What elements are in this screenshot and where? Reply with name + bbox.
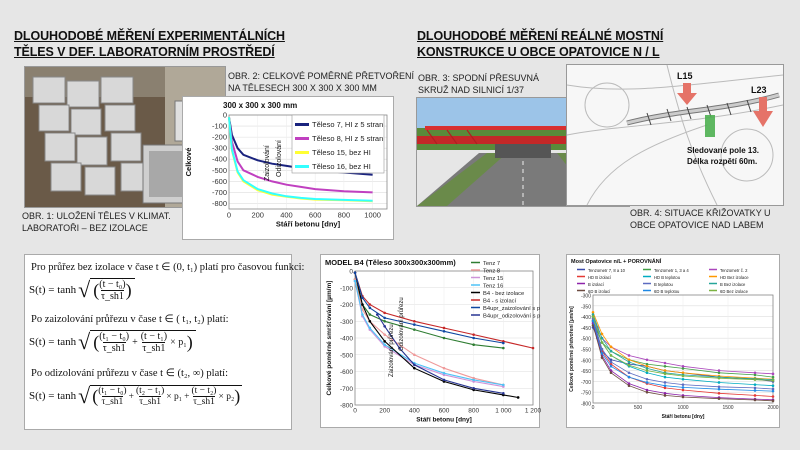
chart3-svg xyxy=(567,255,779,427)
y-tick-label: -400 xyxy=(580,315,591,322)
data-point xyxy=(628,361,631,364)
formula-intro-2: Po zaizolování průřezu v čase t ∈ ( t₁, t₂) platí: xyxy=(31,314,229,325)
legend-label: 6D B izolací xyxy=(588,289,611,294)
data-point xyxy=(610,361,613,364)
caption-obr3-line2: SKRUŽ NAD SILNICÍ 1/37 xyxy=(418,85,525,95)
legend-label: B4upr_odizolování s p xyxy=(483,313,541,320)
legend-label: Těleso 8, HI z 5 stran xyxy=(312,134,384,143)
data-point xyxy=(413,328,416,331)
heading-left-line1: DLOUHODOBÉ MĚŘENÍ EXPERIMENTÁLNÍCH xyxy=(14,29,285,43)
data-point xyxy=(413,320,416,323)
x-tick-label: 1500 xyxy=(722,405,734,411)
formula-3-p2: × p₂ xyxy=(218,391,235,402)
x-tick-label: 200 xyxy=(251,210,264,220)
data-point xyxy=(664,394,667,397)
y-tick-label: -600 xyxy=(211,176,227,186)
formula-2-num-b: (t − t₁) xyxy=(140,331,168,342)
x-axis-label: Stáří betonu [dny] xyxy=(416,416,472,424)
formula-1-num: (t − t₀) xyxy=(99,279,126,290)
y-tick-label: -550 xyxy=(580,347,591,354)
heading-left-line2: TĚLES V DEF. LABORATORNÍM PROSTŘEDÍ xyxy=(14,45,275,59)
y-tick-label: -300 xyxy=(339,318,353,326)
y-tick-label: -800 xyxy=(339,402,353,410)
data-point xyxy=(682,389,685,392)
data-point xyxy=(369,303,372,306)
data-point xyxy=(354,271,357,274)
data-point xyxy=(772,395,775,398)
data-point xyxy=(628,371,631,374)
data-point xyxy=(601,341,604,344)
chart-title: 300 x 300 x 300 mm xyxy=(223,101,298,110)
data-point xyxy=(718,377,721,380)
legend-label: Těleso 7, HI z 5 stran xyxy=(312,120,384,129)
data-point xyxy=(682,396,685,399)
y-axis-label: Celkové poměrné smršťování [µm/m] xyxy=(326,280,333,396)
data-point xyxy=(413,323,416,326)
y-axis-label: Celkové poměrné přetvoření [µm/m] xyxy=(569,306,575,392)
data-point xyxy=(664,373,667,376)
data-point xyxy=(472,379,475,382)
map-note-line1: Sledované pole 13. xyxy=(687,146,760,155)
y-tick-label: -400 xyxy=(339,335,353,343)
legend-label: Těleso 15, bez HI xyxy=(312,148,371,157)
formula-2: S(t) = tanh √ ( $\frac{\text{(t₁ − t₀)}}{\tau\_sh1}$ + $\frac{\text{(t − t₁)}}{\tau\_sh1}$ × p₁ ) xyxy=(29,329,196,355)
y-tick-label: 0 xyxy=(222,110,227,120)
data-point xyxy=(502,347,505,350)
data-point xyxy=(383,320,386,323)
formula-2-den-b: τ_sh1 xyxy=(142,343,166,354)
data-point xyxy=(502,342,505,345)
data-point xyxy=(383,317,386,320)
data-point xyxy=(376,313,379,316)
y-tick-label: -450 xyxy=(580,325,591,332)
formula-3-num-c: (t₂ − t₁) xyxy=(135,386,165,396)
data-point xyxy=(718,388,721,391)
data-point xyxy=(443,337,446,340)
data-point xyxy=(502,392,505,395)
caption-obr2-line1: OBR. 2: CELKOVÉ POMĚRNÉ PŘETVOŘENÍ xyxy=(228,71,415,81)
formula-3-plus-2: + xyxy=(184,391,190,402)
chart1-svg xyxy=(183,97,393,239)
data-point xyxy=(646,359,649,362)
formula-3-plus-1: + xyxy=(128,391,134,402)
y-tick-label: -600 xyxy=(339,369,353,376)
y-tick-label: -200 xyxy=(339,302,353,309)
legend-label: HD B izolací xyxy=(588,275,612,280)
formula-2-num-a: (t₁ − t₀) xyxy=(99,331,130,342)
legend-label: Tenzometr 1, 3 a 4 xyxy=(654,268,689,273)
data-point xyxy=(628,364,631,367)
caption-obr1-line1: OBR. 1: ULOŽENÍ TĚLES V KLIMAT. xyxy=(22,211,171,221)
data-point xyxy=(361,313,364,316)
legend-label: HD Bez izolace xyxy=(720,275,749,280)
data-point xyxy=(682,383,685,386)
y-tick-label: -700 xyxy=(580,379,591,386)
legend-label: B teplotou xyxy=(654,282,673,287)
y-tick-label: 0 xyxy=(349,268,353,276)
legend-label: B izolací xyxy=(588,282,604,287)
x-tick-label: 1 200 xyxy=(524,407,542,415)
formula-1-den: τ_sh1 xyxy=(100,291,124,302)
y-tick-label: -100 xyxy=(339,285,353,293)
data-point xyxy=(610,371,613,374)
data-point xyxy=(517,396,520,399)
x-tick-label: 1 000 xyxy=(495,407,512,415)
series-line-7 xyxy=(355,273,503,343)
x-tick-label: 400 xyxy=(280,210,293,220)
data-point xyxy=(502,384,505,387)
caption-obr2-line2: NA TĚLESECH 300 X 300 X 300 MM xyxy=(228,83,377,93)
formula-intro-1: Pro průřez bez izolace v čase t ∈ (0, t₁) platí pro časovou funkci: xyxy=(31,262,305,273)
y-tick-label: -400 xyxy=(211,154,227,164)
x-tick-label: 0 xyxy=(226,210,232,220)
caption-obr1 xyxy=(22,210,171,234)
data-point xyxy=(601,352,604,355)
data-point xyxy=(369,313,372,316)
formula-2-den-a: τ_sh1 xyxy=(102,343,126,354)
data-point xyxy=(443,379,446,382)
formula-2-p1: × p₁ xyxy=(170,337,187,348)
x-tick-label: 2000 xyxy=(767,405,779,411)
data-point xyxy=(664,365,667,368)
data-point xyxy=(369,327,372,330)
caption-obr2 xyxy=(228,70,414,94)
chart-title: Most Opatovice n/L + POROVNÁNÍ xyxy=(571,259,662,265)
chart-title: MODEL B4 (Těleso 300x300x300mm) xyxy=(325,258,456,267)
data-point xyxy=(413,353,416,356)
data-point xyxy=(383,312,386,315)
legend-label: Tenz 16 xyxy=(483,283,504,290)
data-point xyxy=(601,356,604,359)
x-tick-label: 400 xyxy=(408,407,420,415)
y-tick-label: -300 xyxy=(211,143,227,153)
data-point xyxy=(610,354,613,357)
data-point xyxy=(369,320,372,323)
data-point xyxy=(383,325,386,328)
data-point xyxy=(718,392,721,395)
data-point xyxy=(646,378,649,381)
data-point xyxy=(718,369,721,372)
chart-annotation: Zaizolování xyxy=(264,145,271,181)
caption-obr4-line2: OBCE OPATOVICE NAD LABEM xyxy=(630,220,764,230)
data-point xyxy=(443,372,446,375)
data-point xyxy=(472,343,475,346)
x-tick-label: 200 xyxy=(379,407,391,415)
caption-obr4 xyxy=(630,207,771,231)
data-point xyxy=(682,378,685,381)
map-label-l23: L23 xyxy=(751,85,767,95)
y-axis-label: Celkové xyxy=(184,147,193,177)
x-tick-label: 600 xyxy=(308,210,322,220)
map-note-line2: Délka rozpětí 60m. xyxy=(687,157,758,166)
y-tick-label: -200 xyxy=(211,132,227,142)
data-point xyxy=(610,350,613,353)
legend-label: 6D B teplotou xyxy=(654,289,680,294)
data-point xyxy=(718,397,721,400)
y-tick-label: -600 xyxy=(580,358,591,365)
legend-label: B4 - bez izolace xyxy=(483,291,525,297)
legend-label: B4 - s izolací xyxy=(483,298,517,305)
data-point xyxy=(718,381,721,384)
legend-label: Tenz 15 xyxy=(483,276,504,282)
formula-3-den-d: τ_sh1 xyxy=(193,397,215,407)
data-point xyxy=(361,297,364,300)
data-point xyxy=(664,384,667,387)
y-tick-label: -350 xyxy=(580,304,591,311)
data-point xyxy=(369,307,372,310)
y-tick-label: -750 xyxy=(580,390,591,397)
x-tick-label: 800 xyxy=(337,210,351,220)
x-tick-label: 1000 xyxy=(677,405,689,411)
caption-obr3 xyxy=(418,72,539,96)
formula-2-lhs: S(t) = tanh xyxy=(29,336,77,348)
y-tick-label: -500 xyxy=(339,352,353,360)
heading-right-line2: KONSTRUKCE U OBCE OPATOVICE N / L xyxy=(417,45,660,59)
chart3-panel xyxy=(566,254,780,428)
data-point xyxy=(646,381,649,384)
legend-label: 6D Bez izolace xyxy=(720,289,748,294)
formula-1: S(t) = tanh √ ( $\frac{\text{(t − t₀)}}{\tau\_sh1}$ ) xyxy=(29,277,135,303)
chart-annotation: Zaizolování průřezu xyxy=(389,324,395,377)
chart-annotation: Odizolování průřezu xyxy=(399,297,405,351)
legend-label: Tenzometr 7, 8 a 10 xyxy=(588,268,626,273)
data-point xyxy=(443,330,446,333)
data-point xyxy=(682,375,685,378)
data-point xyxy=(754,383,757,386)
data-point xyxy=(472,337,475,340)
data-point xyxy=(532,347,535,350)
y-tick-label: -500 xyxy=(580,336,591,343)
formula-3-lhs: S(t) = tanh xyxy=(29,390,77,402)
data-point xyxy=(772,384,775,387)
legend-label: Tenzometr č. 2 xyxy=(720,268,748,273)
heading-right xyxy=(417,28,663,60)
y-tick-label: -700 xyxy=(211,187,227,197)
formula-3-num-a: (t₁ − t₀) xyxy=(98,386,127,396)
data-point xyxy=(472,387,475,390)
chart2-panel xyxy=(320,254,540,428)
data-point xyxy=(664,376,667,379)
formula-box xyxy=(24,254,305,430)
legend-label: HD B teplotou xyxy=(654,275,681,280)
data-point xyxy=(646,369,649,372)
data-point xyxy=(354,280,357,283)
chart1-panel xyxy=(182,96,394,240)
legend-label: Tenz 7 xyxy=(483,261,501,267)
legend-label: Těleso 16, bez HI xyxy=(312,162,371,171)
caption-obr4-line1: OBR. 4: SITUACE KŘIŽOVATKY U xyxy=(630,208,771,218)
intersection-map xyxy=(566,64,784,206)
data-point xyxy=(413,367,416,370)
y-tick-label: -300 xyxy=(580,293,591,300)
data-point xyxy=(383,333,386,336)
data-point xyxy=(754,399,757,402)
x-tick-label: 600 xyxy=(438,407,450,415)
data-point xyxy=(772,400,775,403)
y-tick-label: -800 xyxy=(211,198,227,208)
data-point xyxy=(413,364,416,367)
data-point xyxy=(754,389,757,392)
data-point xyxy=(682,365,685,368)
data-point xyxy=(383,340,386,343)
data-point xyxy=(772,379,775,382)
data-point xyxy=(754,378,757,381)
formula-intro-3: Po odizolování průřezu v čase t ∈ (t₂, ∞) platí: xyxy=(31,368,228,379)
x-tick-label: 800 xyxy=(468,407,480,415)
heading-right-line1: DLOUHODOBÉ MĚŘENÍ REÁLNÉ MOSTNÍ xyxy=(417,29,664,43)
legend-label: B Bez izolace xyxy=(720,282,746,287)
data-point xyxy=(610,346,613,349)
formula-3-p1: × p₁ xyxy=(166,391,183,402)
caption-obr3-line1: OBR. 3: SPODNÍ PŘESUVNÁ xyxy=(418,73,540,83)
x-tick-label: 500 xyxy=(633,405,643,411)
x-tick-label: 0 xyxy=(353,407,357,415)
data-point xyxy=(383,343,386,346)
data-point xyxy=(664,381,667,384)
data-point xyxy=(754,371,757,374)
formula-3-num-d: (t − t₂) xyxy=(191,386,217,396)
data-point xyxy=(664,362,667,365)
x-axis-label: Stáří betonu [dny] xyxy=(661,414,705,420)
y-tick-label: -800 xyxy=(580,401,591,408)
data-point xyxy=(646,391,649,394)
data-point xyxy=(754,394,757,397)
formula-3-den-a: τ_sh1 xyxy=(101,397,124,407)
formula-3: S(t) = tanh √ ( $\frac{\text{(t₁ − t₀)}}{\tau\_sh1}$ + $\frac{\text{(t₂ − t₁)}}{\tau\_sh1}$ × p₁ + $\frac{\text{(t − t₂)}}{\tau\_sh1}$ × p₂ ) xyxy=(29,383,241,408)
data-point xyxy=(361,303,364,306)
data-point xyxy=(754,387,757,390)
data-point xyxy=(610,365,613,368)
y-tick-label: -100 xyxy=(211,121,227,131)
data-point xyxy=(592,315,595,318)
chart-annotation: Odizolování xyxy=(276,140,283,177)
heading-left xyxy=(14,28,285,60)
data-point xyxy=(443,327,446,330)
data-point xyxy=(718,386,721,389)
caption-obr1-line2: LABORATOŘI – BEZ IZOLACE xyxy=(22,223,148,233)
x-tick-label: 1000 xyxy=(364,210,381,220)
x-tick-label: 0 xyxy=(591,405,595,411)
data-point xyxy=(772,373,775,376)
data-point xyxy=(628,384,631,387)
data-point xyxy=(443,367,446,370)
data-point xyxy=(628,376,631,379)
data-point xyxy=(628,354,631,357)
data-point xyxy=(772,390,775,393)
data-point xyxy=(472,333,475,336)
map-label-l15: L15 xyxy=(677,71,693,81)
y-tick-label: -650 xyxy=(580,369,591,376)
chart2-svg xyxy=(321,255,542,427)
data-point xyxy=(682,386,685,389)
formula-1-lhs: S(t) = tanh xyxy=(29,284,77,296)
legend-label: B4upr_zaizolování s p xyxy=(483,306,541,312)
x-axis-label: Stáří betonu [dny] xyxy=(275,219,341,229)
formula-3-den-c: τ_sh1 xyxy=(139,397,161,407)
legend-label: Tenz 8 xyxy=(483,268,501,275)
y-tick-label: -500 xyxy=(211,165,227,175)
formula-2-plus: + xyxy=(132,337,138,348)
y-tick-label: -700 xyxy=(339,385,353,393)
